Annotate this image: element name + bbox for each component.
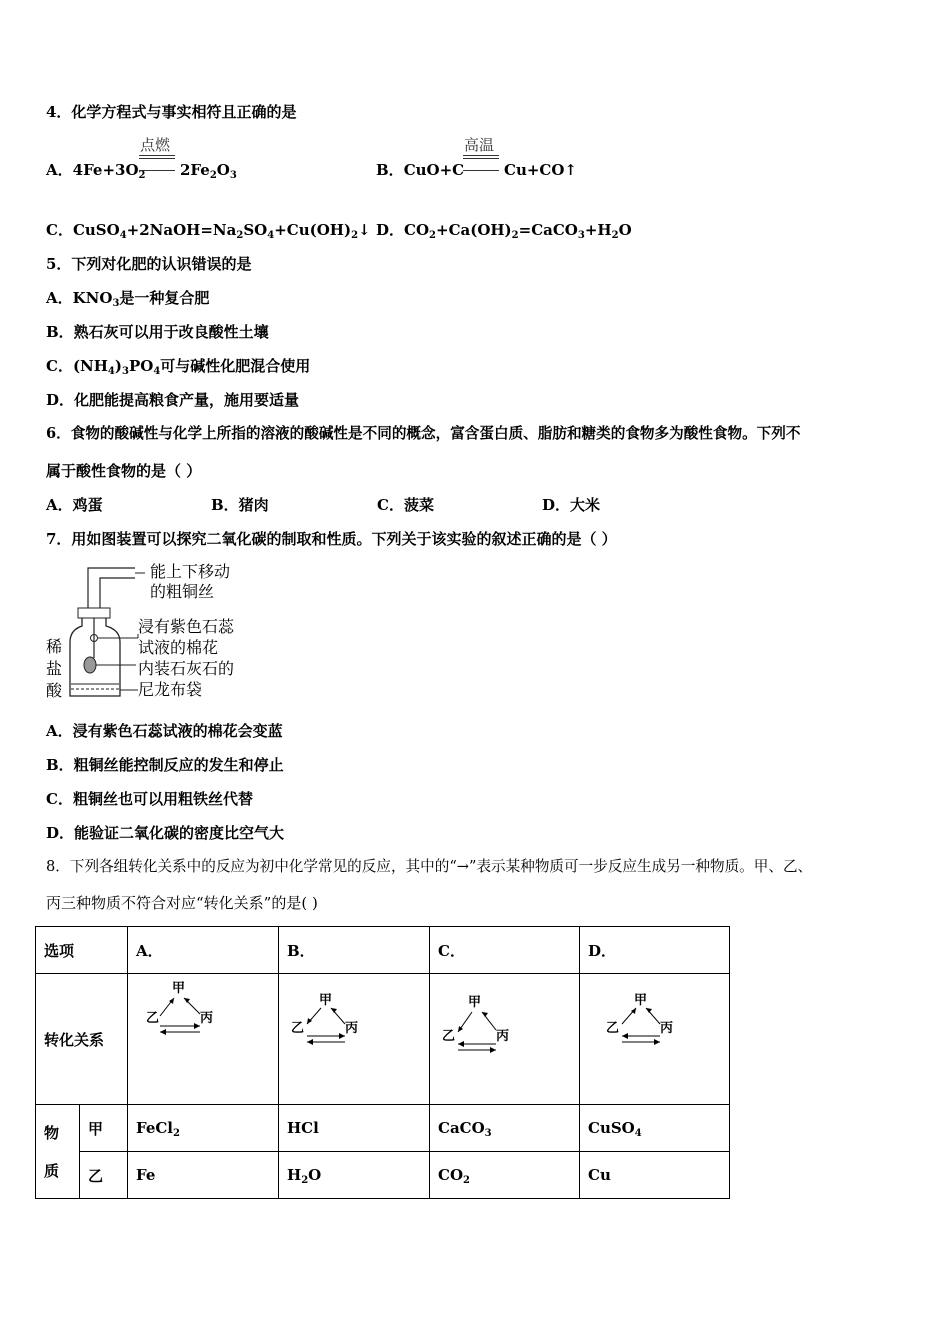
q8-stem-line1: 8．下列各组转化关系中的反应为初中化学常见的反应，其中的“→”表示某种物质可一步反应生成另一种物质。甲、乙、	[46, 858, 813, 875]
q4-stem: 4．化学方程式与事实相符且正确的是	[46, 103, 297, 121]
q4-a-condition: 点燃	[140, 136, 171, 154]
fig-label-4: 试液的棉花	[138, 638, 219, 657]
fig-label-3: 浸有紫色石蕊	[138, 617, 235, 636]
q4-a-product: $2Fe_2O_3$	[180, 161, 237, 181]
node-top-a: 甲	[172, 981, 186, 996]
yi-b: $H_2O$	[279, 1152, 430, 1199]
q4-option-c: C．$CuSO_4+2NaOH=Na_2SO_4+Cu(OH)_2↓$	[46, 221, 371, 241]
fig-label-2: 的粗铜丝	[150, 582, 215, 601]
node-right-d: 丙	[660, 1021, 674, 1036]
q5-option-b: B．熟石灰可以用于改良酸性土壤	[46, 323, 269, 341]
yi-a: Fe	[128, 1152, 279, 1199]
node-left-a: 乙	[146, 1011, 160, 1026]
q7-option-b: B．粗铜丝能控制反应的发生和停止	[46, 756, 284, 774]
triangle-diagram-b	[287, 992, 377, 1052]
header-option: 选项	[36, 927, 128, 974]
yi-c: $CO_2$	[430, 1152, 580, 1199]
q5-option-a: A．$KNO_3$是一种复合肥	[46, 289, 210, 309]
q8-relation-row	[36, 974, 730, 1105]
node-left-b: 乙	[291, 1021, 305, 1036]
node-top-c: 甲	[468, 995, 482, 1010]
q8-table	[35, 926, 730, 1199]
jia-b: HCl	[279, 1105, 430, 1152]
q4-a-line	[139, 170, 175, 171]
q7-figure-side-label	[46, 636, 62, 702]
header-b: B．	[279, 927, 430, 974]
jia-a: FeCl$_2$	[128, 1105, 279, 1152]
fig-side-2: 盐	[46, 659, 63, 678]
q4-b-equals	[463, 155, 499, 159]
q4-b-product: Cu+CO↑	[504, 161, 577, 179]
q4-option-d: D．$CO_2+Ca(OH)_2=CaCO_3+H_2O$	[376, 221, 632, 241]
node-right-c: 丙	[496, 1029, 510, 1044]
q6-option-a: A．鸡蛋	[46, 496, 103, 514]
yi-d: Cu	[580, 1152, 730, 1199]
row-jia-label: 甲	[79, 1105, 127, 1152]
fig-label-5: 内装石灰石的	[138, 659, 235, 678]
q8-stem-line2: 丙三种物质不符合对应“转化关系”的是( )	[46, 894, 318, 912]
node-left-d: 乙	[606, 1021, 620, 1036]
q8-yi-row	[36, 1152, 730, 1199]
header-a: A．	[128, 927, 279, 974]
relation-label: 转化关系	[36, 974, 128, 1105]
triangle-diagram-a	[136, 978, 226, 1038]
q6-option-b: B．猪肉	[211, 496, 269, 514]
q8-jia-row	[36, 1105, 730, 1152]
triangle-diagram-c	[438, 992, 528, 1056]
q7-stem: 7．用如图装置可以探究二氧化碳的制取和性质。下列关于该实验的叙述正确的是（ ）	[46, 530, 617, 548]
q5-option-d: D．化肥能提高粮食产量，施用要适量	[46, 391, 300, 409]
substance-label	[36, 1105, 80, 1199]
node-right-b: 丙	[345, 1021, 359, 1036]
q5-stem: 5．下列对化肥的认识错误的是	[46, 255, 252, 273]
node-top-b: 甲	[319, 993, 333, 1008]
q7-option-c: C．粗铜丝也可以用粗铁丝代替	[46, 790, 253, 808]
header-c: C．	[430, 927, 580, 974]
triangle-diagram-d	[588, 992, 678, 1052]
q7-option-d: D．能验证二氧化碳的密度比空气大	[46, 824, 285, 842]
q6-stem-line2: 属于酸性食物的是（ ）	[46, 462, 202, 480]
fig-label-6: 尼龙布袋	[138, 680, 203, 699]
relation-diagram-d	[580, 974, 730, 1105]
q4-b-line	[463, 170, 499, 171]
row-yi-label: 乙	[79, 1152, 127, 1199]
q7-figure-labels	[150, 562, 230, 602]
fig-label-1: 能上下移动	[150, 562, 231, 581]
relation-diagram-a	[128, 974, 279, 1105]
q7-figure-labels-2	[138, 616, 234, 700]
q6-option-d: D．大米	[542, 496, 601, 514]
substance-label-1: 物	[44, 1123, 60, 1142]
substance-label-2: 质	[44, 1161, 60, 1180]
q7-option-a: A．浸有紫色石蕊试液的棉花会变蓝	[46, 722, 283, 740]
q6-option-c: C．菠菜	[377, 496, 434, 514]
q4-b-condition: 高温	[464, 136, 495, 154]
node-top-d: 甲	[634, 993, 648, 1008]
relation-diagram-c	[430, 974, 580, 1105]
jia-d: CuSO$_4$	[580, 1105, 730, 1152]
jia-c: CaCO$_3$	[430, 1105, 580, 1152]
node-left-c: 乙	[442, 1029, 456, 1044]
fig-side-1: 稀	[46, 637, 63, 656]
relation-diagram-b	[279, 974, 430, 1105]
q4-a-equals	[139, 155, 175, 159]
q6-stem-line1: 6．食物的酸碱性与化学上所指的溶液的酸碱性是不同的概念，富含蛋白质、脂肪和糖类的食物多为酸性食物。下列不	[46, 425, 801, 442]
header-d: D．	[580, 927, 730, 974]
q4-option-b: B．CuO+C	[376, 161, 465, 179]
node-right-a: 丙	[200, 1011, 214, 1026]
q5-option-c: C．$(NH_4)_3PO_4$可与碱性化肥混合使用	[46, 357, 311, 377]
fig-side-3: 酸	[46, 681, 63, 700]
q8-header-row	[36, 927, 730, 974]
q4-option-a: A．$4Fe+3O_2$	[46, 161, 146, 181]
